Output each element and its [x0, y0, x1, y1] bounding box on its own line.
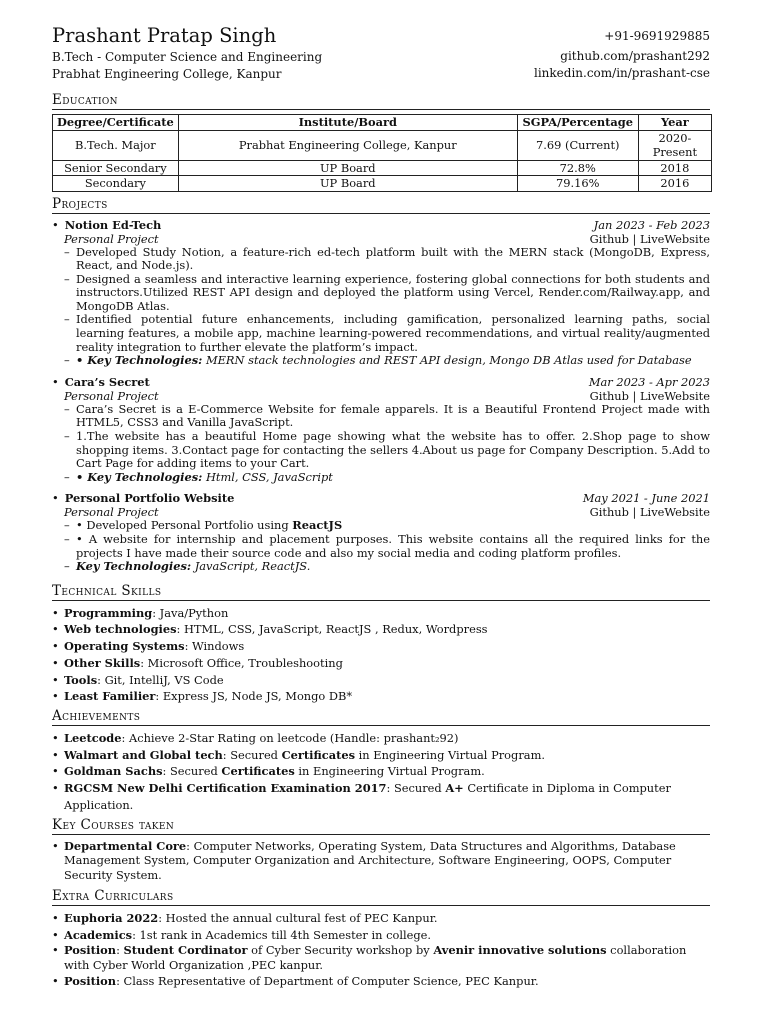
list-item: [52, 688, 710, 705]
course-value: : Computer Networks, Operating System, Data Structures and Algorithms, Database Management System, Computer Organization and Architecture, Software Engineering, OOPS, Computer Security System.: [64, 838, 676, 882]
resume-header: [52, 24, 710, 83]
achievement-bold: Certificates: [281, 747, 356, 762]
achievements-heading: Achievements: [52, 708, 710, 726]
project-bullet: – 1.The website has a beautiful Home page showing what the website has to offer. 2.Shop page to show shopping items. 3.Contact page for contacting the sellers 4.About us page for Company Description. 5.Add to Cart Page for adding items to your Cart.: [64, 430, 710, 471]
education-heading: Education: [52, 92, 710, 110]
table-cell: Secondary: [53, 176, 179, 192]
projects-heading: Projects: [52, 196, 710, 214]
key-technologies: [64, 471, 710, 485]
table-cell: Senior Secondary: [53, 160, 179, 176]
table-cell: 2016: [638, 176, 711, 192]
list-item: [52, 943, 710, 973]
project-links[interactable]: Github | LiveWebsite: [589, 231, 710, 246]
column-header: Year: [638, 115, 711, 131]
linkedin-link[interactable]: linkedin.com/in/prashant-cse: [533, 66, 710, 80]
extra-label: Position: [64, 943, 117, 958]
project-item: [52, 218, 710, 368]
skill-label: Operating Systems: [64, 639, 185, 654]
project-title: • Personal Portfolio Website: [52, 491, 234, 505]
skill-label: Web technologies: [64, 622, 177, 637]
achievement-text: Certificate in Diploma in Computer Application.: [64, 781, 671, 812]
list-item: [52, 780, 710, 813]
project-date: Mar 2023 - Apr 2023: [588, 374, 710, 389]
degree-line: B.Tech - Computer Science and Engineering: [52, 50, 323, 64]
table-cell: 2020-Present: [638, 130, 711, 160]
table-header-row: [53, 115, 712, 131]
list-item: [52, 973, 710, 990]
project-bullet: – Designed a seamless and interactive learning experience, fostering global connections for both students and instructors.Utilized REST API design and deployed the platform using Vercel, Render.com/Railway.app, and MongoDB Atlas.: [64, 273, 710, 314]
github-link[interactable]: github.com/prashant292: [560, 49, 710, 63]
list-item: [52, 672, 710, 689]
key-technologies-text: Html, CSS, JavaScript: [205, 469, 333, 484]
skill-label: Least Familier: [64, 689, 156, 704]
college-line: Prabhat Engineering College, Kanpur: [52, 67, 282, 81]
table-cell: 7.69 (Current): [517, 130, 638, 160]
table-cell: B.Tech. Major: [53, 130, 179, 160]
skills-heading: Technical Skills: [52, 583, 710, 601]
project-type: Personal Project: [64, 231, 159, 246]
projects-section: [52, 196, 710, 574]
extra-text: collaboration with Cyber World Organization ,PEC kanpur.: [64, 943, 687, 973]
skill-value: : Microsoft Office, Troubleshooting: [140, 655, 343, 670]
achievement-text: : Secured: [386, 781, 446, 796]
courses-section: [52, 817, 710, 883]
table-cell: 72.8%: [517, 160, 638, 176]
list-item: [52, 655, 710, 672]
list-item: [52, 763, 710, 780]
project-bullet: [64, 519, 710, 533]
table-row: [53, 160, 712, 176]
course-label: Departmental Core: [64, 838, 187, 853]
project-title: • Notion Ed-Tech: [52, 218, 161, 232]
column-header: SGPA/Percentage: [517, 115, 638, 131]
project-item: [52, 375, 710, 485]
key-technologies-label: • Key Technologies:: [76, 469, 203, 484]
achievement-text: in Engineering Virtual Program.: [355, 747, 545, 762]
table-cell: UP Board: [178, 176, 517, 192]
achievement-text: in Engineering Virtual Program.: [294, 764, 485, 779]
skill-label: Programming: [64, 605, 153, 620]
phone-number: +91-9691929885: [604, 29, 710, 43]
education-table: [52, 114, 712, 192]
extra-label: Academics: [64, 927, 133, 942]
skill-label: Other Skills: [64, 655, 141, 670]
skill-value: : Git, IntelliJ, VS Code: [97, 672, 224, 687]
project-bullet: – Identified potential future enhancements, including gamification, personalized learning paths, social learning features, a mobile app, machine learning-powered recommendations, and virtual reality/augmented reality integration to further elevate the platform’s impact.: [64, 313, 710, 354]
project-item: [52, 491, 710, 573]
project-bullet: – Cara’s Secret is a E-Commerce Website for female apparels. It is a Beautiful Frontend Project made with HTML5, CSS3 and Vanilla JavaScript.: [64, 403, 710, 430]
key-technologies-label: Key Technologies:: [76, 559, 192, 574]
list-item: [52, 621, 710, 638]
list-item: [52, 910, 710, 927]
candidate-name: Prashant Pratap Singh: [52, 24, 277, 47]
list-item: [52, 638, 710, 655]
achievement-text: : Secured: [162, 764, 222, 779]
key-technologies-label: • Key Technologies:: [76, 353, 203, 368]
resume-page: [52, 24, 710, 990]
table-cell: UP Board: [178, 160, 517, 176]
list-item: [52, 839, 710, 883]
extra-bold: Student Cordinator: [123, 943, 248, 958]
project-title: • Cara’s Secret: [52, 375, 150, 389]
extra-bold: Avenir innovative solutions: [433, 943, 607, 958]
education-section: [52, 92, 710, 192]
extra-value: : 1st rank in Academics till 4th Semester in college.: [132, 927, 431, 942]
achievement-bold: A+: [445, 781, 464, 796]
column-header: Institute/Board: [178, 115, 517, 131]
table-row: [53, 130, 712, 160]
extra-text: of Cyber Security workshop by: [247, 943, 434, 958]
achievements-section: [52, 708, 710, 814]
key-technologies-text: JavaScript, ReactJS.: [194, 559, 311, 574]
list-item: [52, 747, 710, 764]
extra-value: : Hosted the annual cultural fest of PEC Kanpur.: [158, 911, 438, 926]
key-technologies-text: MERN stack technologies and REST API design, Mongo DB Atlas used for Database: [205, 353, 692, 368]
list-item: [52, 927, 710, 944]
extra-section: [52, 888, 710, 990]
skill-value: : Java/Python: [152, 605, 229, 620]
achievement-text: : Secured: [222, 747, 282, 762]
achievement-label: Walmart and Global tech: [64, 747, 223, 762]
extra-label: Position: [64, 974, 117, 989]
project-date: May 2021 - June 2021: [582, 491, 710, 506]
key-technologies: [64, 560, 710, 574]
skill-value: : HTML, CSS, JavaScript, ReactJS , Redux, Wordpress: [176, 622, 488, 637]
achievement-label: RGCSM New Delhi Certification Examination 2017: [64, 781, 387, 796]
extra-text: :: [116, 943, 124, 958]
column-header: Degree/Certificate: [53, 115, 179, 131]
achievement-label: Leetcode: [64, 731, 122, 745]
project-bullet: – Developed Study Notion, a feature-rich ed-tech platform built with the MERN stack (MongoDB, Express, React, and Node.js).: [64, 246, 710, 273]
project-type: Personal Project: [64, 505, 159, 520]
project-bullet: – • A website for internship and placement purposes. This website contains all the required links for the projects I have made their source code and also my social media and coding platform profiles.: [64, 533, 710, 560]
courses-heading: Key Courses taken: [52, 817, 710, 835]
skill-value: : Windows: [184, 639, 245, 654]
extra-heading: Extra Curriculars: [52, 888, 710, 906]
project-date: Jan 2023 - Feb 2023: [593, 217, 710, 232]
achievement-label: Goldman Sachs: [64, 764, 163, 779]
list-item: [52, 730, 710, 747]
table-cell: 2018: [638, 160, 711, 176]
achievement-bold: Certificates: [221, 764, 295, 779]
project-type: Personal Project: [64, 388, 159, 403]
achievement-value: : Achieve 2-Star Rating on leetcode (Handle: prashant₂92): [121, 731, 459, 745]
skills-section: [52, 583, 710, 705]
skill-value: : Express JS, Node JS, Mongo DB*: [155, 689, 353, 704]
table-row: [53, 176, 712, 192]
bullet-text: • Developed Personal Portfolio using: [76, 518, 293, 533]
list-item: [52, 605, 710, 622]
extra-label: Euphoria 2022: [64, 911, 159, 926]
skill-label: Tools: [64, 672, 98, 687]
table-cell: 79.16%: [517, 176, 638, 192]
extra-value: : Class Representative of Department of Computer Science, PEC Kanpur.: [116, 974, 539, 989]
key-technologies: [64, 354, 710, 368]
bullet-bold-text: ReactJS: [292, 518, 343, 533]
project-links[interactable]: Github | LiveWebsite: [589, 388, 710, 403]
table-cell: Prabhat Engineering College, Kanpur: [178, 130, 517, 160]
project-links[interactable]: Github | LiveWebsite: [589, 505, 710, 520]
